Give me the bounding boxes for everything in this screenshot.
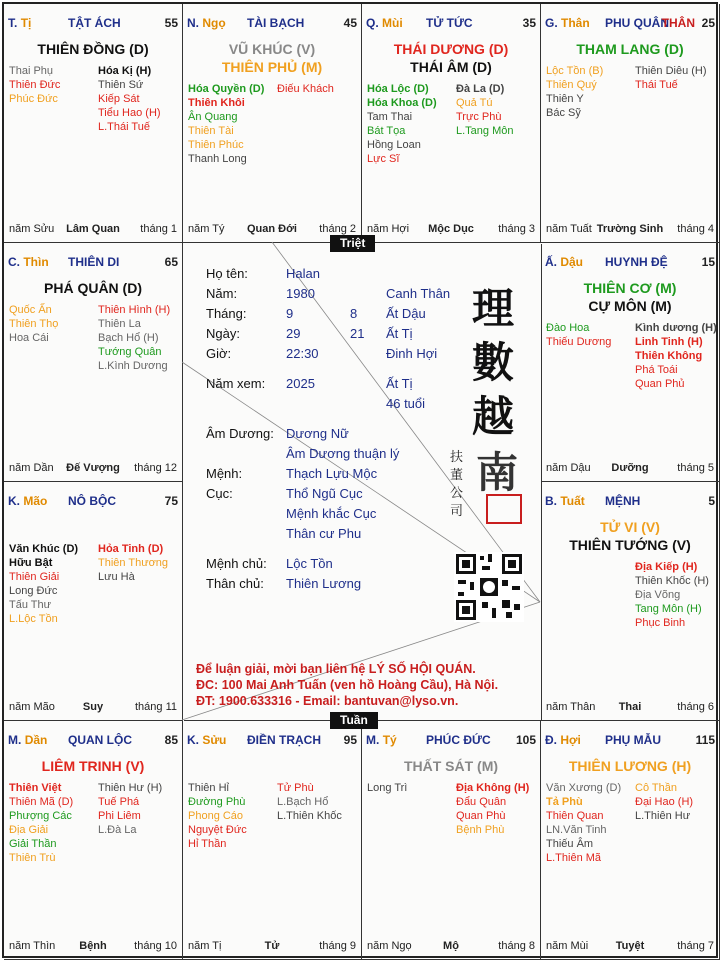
calligraphy-char-2: 數	[472, 338, 515, 387]
palace-month: tháng 10	[134, 940, 177, 952]
palace-month: tháng 9	[319, 940, 356, 952]
minor-star: Bác Sỹ	[546, 107, 581, 119]
thanchu-value: Thiên Lương	[286, 576, 362, 591]
minor-star: Nguyệt Đức	[188, 824, 247, 836]
palace-name: QUAN LỘC	[68, 733, 132, 747]
main-star: THIÊN PHỦ (M)	[221, 59, 323, 75]
palace-branch: Tị	[20, 16, 32, 30]
life-stage: Bệnh	[79, 940, 107, 952]
minor-star: LN.Văn Tinh	[546, 824, 607, 836]
minor-star: Thiếu Dương	[546, 336, 612, 348]
life-stage: Đế Vượng	[66, 462, 120, 474]
minor-star: Lực Sĩ	[367, 153, 400, 165]
minor-star: Thiên Không	[635, 350, 703, 362]
palace-year: năm Dậu	[546, 462, 591, 474]
minor-star: Quan Phù	[456, 810, 506, 822]
palace-branch: Sửu	[202, 733, 227, 747]
life-stage: Trường Sinh	[596, 223, 664, 235]
than-cu: Thân cư Phu	[286, 526, 362, 541]
view-year-label: Năm xem:	[206, 376, 266, 391]
minor-star: Ân Quang	[188, 111, 238, 123]
day-label: Ngày:	[206, 326, 240, 341]
life-stage: Mộ	[443, 940, 459, 952]
minor-star: Lưu Hà	[98, 571, 135, 583]
palace-stem: N.	[187, 16, 199, 30]
minor-star: Thiên Quan	[546, 810, 604, 822]
day-can: Ất Tị	[386, 326, 413, 341]
palace-name: PHÚC ĐỨC	[426, 733, 491, 747]
palace-stem: K.	[187, 733, 199, 747]
minor-star: Hữu Bật	[9, 557, 53, 569]
calligraphy-char-1: 理	[472, 284, 515, 333]
calligraphy-char-4: 南	[476, 448, 519, 497]
minor-star: Thiên Khôi	[188, 97, 245, 109]
triet-tag: Triệt	[330, 235, 375, 252]
minor-star: Văn Xương (D)	[546, 782, 622, 794]
life-stage: Thai	[618, 701, 642, 713]
minor-star: Lộc Tồn (B)	[546, 65, 604, 77]
minor-star: Phục Binh	[635, 617, 686, 629]
palace-name: PHỤ MẪU	[605, 733, 661, 747]
minor-star: Tiểu Hao (H)	[98, 107, 161, 119]
age-value: 46 tuổi	[386, 396, 426, 411]
minor-star: Thiên Giải	[9, 571, 60, 583]
main-star: PHÁ QUÂN (D)	[44, 280, 142, 296]
minor-star: Giải Thần	[9, 838, 57, 850]
main-star: CỰ MÔN (M)	[588, 298, 672, 314]
minor-star: Thiên Việt	[9, 782, 62, 794]
palace-number: 35	[522, 16, 536, 30]
minor-star: Thanh Long	[188, 153, 247, 165]
minor-star: Kình dương (H)	[635, 322, 717, 334]
name-label: Họ tên:	[206, 266, 248, 281]
main-star: VŨ KHÚC (V)	[228, 41, 316, 57]
palace-month: tháng 2	[319, 223, 356, 235]
palace-name: TỬ TỨC	[426, 16, 473, 30]
year-value: 1980	[286, 286, 315, 301]
name-value: Halan	[286, 266, 320, 281]
minor-star: Thiên La	[98, 318, 141, 330]
minor-star: Thiên Hư (H)	[98, 782, 163, 794]
palace-branch: Tý	[382, 733, 397, 747]
palace-number: 85	[164, 733, 178, 747]
minor-star: Địa Không (H)	[456, 782, 530, 794]
palace-stem: Q.	[366, 16, 379, 30]
palace-branch: Ngọ	[202, 16, 226, 30]
main-star: THAM LANG (D)	[576, 41, 684, 57]
palace-number: 105	[515, 733, 536, 747]
minor-star: Hóa Kị (H)	[98, 65, 152, 77]
minor-star: Thiên Sứ	[98, 79, 144, 91]
year-label: Năm:	[206, 286, 238, 301]
minor-star: Phi Liêm	[98, 810, 141, 822]
palace-stem: K.	[8, 494, 20, 508]
amduong-label: Âm Dương:	[206, 426, 274, 441]
palace-name: HUYNH ĐỆ	[605, 255, 668, 269]
palace-month: tháng 6	[677, 701, 714, 713]
palace-number: 55	[164, 16, 178, 30]
palace-month: tháng 3	[498, 223, 535, 235]
than-marker: THÂN	[661, 16, 695, 30]
minor-star: Bệnh Phù	[456, 824, 505, 836]
minor-star: Điếu Khách	[277, 83, 334, 95]
minor-star: Tướng Quân	[98, 346, 162, 358]
palace-year: năm Mùi	[546, 940, 589, 952]
minor-star: Bạch Hổ (H)	[98, 332, 159, 344]
minor-star: Hồng Loan	[367, 139, 421, 151]
day-lunar: 21	[350, 326, 365, 341]
palace-year: năm Tuất	[546, 223, 592, 235]
hour-can: Đinh Hợi	[386, 346, 438, 361]
main-star: THẤT SÁT (M)	[403, 758, 499, 774]
palace-month: tháng 1	[140, 223, 177, 235]
minor-star: Thiên Y	[546, 93, 584, 105]
minor-star: Thiên Phúc	[188, 139, 244, 151]
minor-star: Đẩu Quân	[456, 796, 507, 808]
minor-star: Hóa Lộc (D)	[367, 83, 429, 95]
palace-name: THIÊN DI	[68, 255, 120, 269]
month-lunar: 8	[350, 306, 358, 321]
minor-star: Tấu Thư	[9, 599, 52, 611]
hour-value: 22:30	[286, 346, 319, 361]
life-stage: Lâm Quan	[66, 223, 120, 235]
minor-star: Hóa Quyền (D)	[188, 83, 265, 95]
main-star: THÁI DƯƠNG (D)	[393, 41, 509, 57]
minor-star: Hỉ Thần	[188, 838, 227, 850]
minor-star: Tả Phù	[546, 796, 583, 808]
palace-number: 65	[164, 255, 178, 269]
palace-year: năm Sửu	[9, 223, 55, 235]
palace-year: năm Hợi	[367, 223, 410, 235]
palace-branch: Dậu	[560, 255, 584, 269]
minor-star: Quốc Ấn	[9, 304, 52, 316]
minor-star: Thiên Hình (H)	[98, 304, 171, 316]
minor-star: Long Trì	[367, 782, 408, 794]
year-can: Canh Thân	[386, 286, 451, 301]
palace-year: năm Thân	[546, 701, 596, 713]
center-info-panel	[184, 244, 542, 721]
side-char-2: 董	[450, 468, 464, 483]
view-year-can: Ất Tị	[386, 376, 413, 391]
minor-star: L.Kình Dương	[98, 360, 168, 372]
minor-star: Hỏa Tinh (D)	[98, 543, 164, 555]
palace-number: 25	[701, 16, 715, 30]
palace-name: NÔ BỘC	[68, 494, 116, 508]
palace-number: 15	[701, 255, 715, 269]
main-star: THIÊN LƯƠNG (H)	[568, 758, 692, 774]
palace-number: 75	[164, 494, 178, 508]
contact-line-2: ĐC: 100 Mai Anh Tuấn (ven hồ Hoàng Cầu), Hà Nội.	[196, 678, 499, 692]
minor-star: Thiên Đức	[9, 79, 61, 91]
minor-star: Phá Toái	[635, 364, 678, 376]
minor-star: L.Tang Môn	[456, 125, 514, 137]
contact-line-3: ĐT: 1900.633316 - Email: bantuvan@lyso.vn.	[196, 694, 459, 708]
palace-branch: Thân	[561, 16, 590, 30]
palace-stem: T.	[8, 16, 18, 30]
red-seal-stamp	[486, 494, 522, 524]
palace-branch: Thìn	[23, 255, 49, 269]
palace-stem: C.	[8, 255, 20, 269]
palace-number: 45	[343, 16, 357, 30]
palace-stem: M.	[366, 733, 380, 747]
palace-number: 115	[695, 733, 715, 747]
palace-month: tháng 8	[498, 940, 535, 952]
minor-star: Thái Tuế	[635, 79, 678, 91]
minor-star: Thiên Thọ	[9, 318, 59, 330]
calligraphy-char-3: 越	[472, 392, 515, 441]
palace-stem: M.	[8, 733, 22, 747]
main-star: THIÊN TƯỚNG (V)	[569, 537, 691, 553]
minor-star: Thiếu Âm	[546, 838, 594, 850]
amduong-value: Dương Nữ	[286, 426, 349, 441]
palace-stem: B.	[545, 494, 557, 508]
palace-branch: Mùi	[382, 16, 403, 30]
day-value: 29	[286, 326, 301, 341]
main-star: THIÊN ĐỒNG (D)	[37, 41, 149, 57]
amduong-relation: Âm Dương thuận lý	[286, 446, 400, 461]
minor-star: L.Đà La	[98, 824, 137, 836]
palace-name: ĐIỀN TRẠCH	[247, 733, 321, 747]
minor-star: L.Thiên Mã	[546, 852, 602, 864]
palace-stem: Đ.	[545, 733, 557, 747]
month-label: Tháng:	[206, 306, 247, 321]
palace-month: tháng 11	[134, 701, 177, 713]
main-star: THÁI ÂM (D)	[410, 59, 492, 75]
minor-star: Thiên Khốc (H)	[635, 575, 709, 587]
palace-number: 95	[343, 733, 357, 747]
minor-star: Đường Phù	[188, 796, 246, 808]
cuc-value: Thổ Ngũ Cục	[286, 486, 363, 501]
minor-star: L.Thiên Hư	[635, 810, 691, 822]
life-stage: Mộc Dục	[428, 223, 474, 235]
minor-star: Tang Môn (H)	[635, 603, 702, 615]
thanchu-label: Thân chủ:	[206, 576, 264, 591]
minor-star: L.Thái Tuế	[98, 121, 150, 133]
hour-label: Giờ:	[206, 346, 232, 361]
minor-star: Trực Phù	[456, 111, 502, 123]
cuc-label: Cục:	[206, 486, 233, 501]
menh-label: Mệnh:	[206, 466, 243, 481]
minor-star: Thiên Mã (D)	[9, 796, 74, 808]
palace-number: 5	[708, 494, 715, 508]
minor-star: Tử Phù	[277, 782, 314, 794]
life-stage: Suy	[82, 701, 104, 713]
palace-stem: G.	[545, 16, 558, 30]
minor-star: Đào Hoa	[546, 322, 590, 334]
minor-star: Phúc Đức	[9, 93, 58, 105]
life-stage: Tử	[264, 940, 280, 952]
palace-branch: Mão	[23, 494, 48, 508]
palace-branch: Hợi	[560, 733, 581, 747]
minor-star: Quả Tú	[456, 97, 493, 109]
palace-stem: Ấ.	[545, 255, 557, 269]
palace-month: tháng 12	[134, 462, 177, 474]
minor-star: Tuế Phá	[98, 796, 140, 808]
palace-name: TẬT ÁCH	[68, 16, 121, 30]
minor-star: Thiên Trù	[9, 852, 56, 864]
minor-star: Thiên Diêu (H)	[635, 65, 707, 77]
palace-year: năm Ngọ	[367, 940, 412, 952]
minor-star: Phượng Các	[9, 810, 72, 822]
palace-month: tháng 7	[677, 940, 714, 952]
menh-value: Thạch Lựu Mộc	[286, 466, 378, 481]
minor-star: L.Lộc Tồn	[9, 613, 58, 625]
palace-year: năm Tý	[188, 223, 225, 235]
minor-star: Địa Giải	[9, 824, 49, 836]
menhchu-value: Lộc Tồn	[286, 556, 333, 571]
minor-star: Long Đức	[9, 585, 58, 597]
minor-star: Thiên Tài	[188, 125, 234, 137]
minor-star: L.Thiên Khốc	[277, 810, 342, 822]
contact-line-1: Để luận giải, mời bạn liên hệ LÝ SỐ HỘI QUÁN.	[196, 662, 476, 676]
life-stage: Quan Đới	[247, 223, 297, 235]
main-star: THIÊN CƠ (M)	[583, 280, 677, 296]
minor-star: Đà La (D)	[456, 83, 505, 95]
qr-code[interactable]	[454, 552, 524, 622]
minor-star: Địa Võng	[635, 589, 681, 601]
side-char-4: 司	[450, 504, 464, 519]
side-char-3: 公	[450, 486, 464, 501]
month-can: Ất Dậu	[386, 306, 426, 321]
minor-star: Thiên Thương	[98, 557, 169, 569]
palace-month: tháng 4	[677, 223, 714, 235]
palace-month: tháng 5	[677, 462, 714, 474]
main-star: TỬ VI (V)	[600, 519, 660, 535]
palace-year: năm Dần	[9, 462, 54, 474]
palace-name: MỆNH	[605, 494, 641, 508]
palace-year: năm Thìn	[9, 940, 56, 952]
minor-star: Quan Phủ	[635, 378, 685, 390]
minor-star: Kiếp Sát	[98, 93, 140, 105]
month-value: 9	[286, 306, 294, 321]
view-year-value: 2025	[286, 376, 315, 391]
palace-branch: Dần	[24, 733, 48, 747]
minor-star: Bát Tọa	[367, 125, 406, 137]
minor-star: Hoa Cái	[9, 332, 49, 344]
minor-star: Tam Thai	[367, 111, 413, 123]
palace-year: năm Tị	[188, 940, 222, 952]
minor-star: Địa Kiếp (H)	[635, 561, 698, 573]
menhchu-label: Mệnh chủ:	[206, 556, 267, 571]
minor-star: Cô Thần	[635, 782, 677, 794]
palace-year: năm Mão	[9, 701, 55, 713]
main-star: LIÊM TRINH (V)	[41, 758, 145, 774]
palace-name: TÀI BẠCH	[247, 16, 305, 30]
minor-star: Thai Phụ	[9, 65, 54, 77]
minor-star: Đại Hao (H)	[635, 796, 694, 808]
minor-star: Văn Khúc (D)	[9, 543, 79, 555]
minor-star: Linh Tinh (H)	[635, 336, 703, 348]
minor-star: Hóa Khoa (D)	[367, 97, 437, 109]
life-stage: Tuyệt	[615, 940, 645, 952]
tuan-tag: Tuần	[330, 712, 378, 729]
horoscope-chart	[2, 2, 718, 958]
side-script	[450, 449, 466, 521]
side-char-1: 扶	[450, 450, 464, 465]
minor-star: L.Bạch Hổ	[277, 796, 329, 808]
palace-branch: Tuất	[560, 494, 585, 508]
minor-star: Thiên Quý	[546, 79, 597, 91]
cuc-relation: Mệnh khắc Cục	[286, 506, 377, 521]
palace-name: PHU QUÂN	[605, 16, 670, 30]
life-stage: Dưỡng	[611, 462, 649, 474]
minor-star: Thiên Hỉ	[188, 782, 229, 794]
minor-star: Phong Cáo	[188, 810, 244, 822]
